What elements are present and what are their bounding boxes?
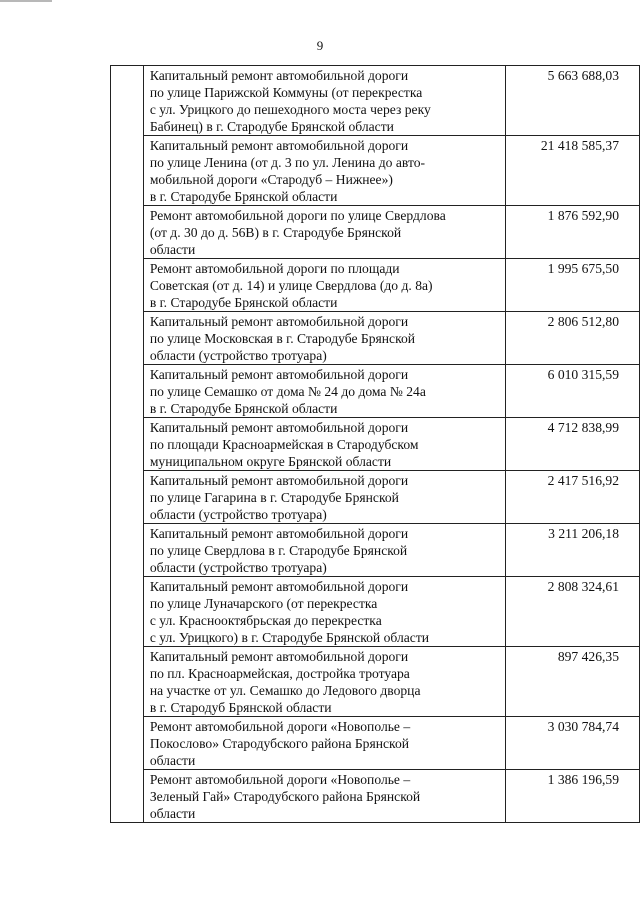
project-description-cell: Ремонт автомобильной дороги по улице Свердлова (от д. 30 до д. 56В) в г. Стародубе Брянской области (143, 206, 506, 259)
table-body (111, 66, 640, 823)
project-description-cell: Ремонт автомобильной дороги по площади Советская (от д. 14) и улице Свердлова (до д. 8а) в г. Стародубе Брянской области (143, 259, 506, 312)
project-description-cell: Ремонт автомобильной дороги «Новополье – Зеленый Гай» Стародубского района Брянской области (143, 770, 506, 823)
amount-cell: 2 806 512,80 (506, 312, 640, 365)
amount-cell: 3 211 206,18 (506, 524, 640, 577)
table-row (111, 312, 640, 365)
table-row (111, 647, 640, 717)
table-row (111, 418, 640, 471)
amount-cell: 5 663 688,03 (506, 66, 640, 136)
table-row (111, 577, 640, 647)
project-description-cell: Капитальный ремонт автомобильной дороги по улице Семашко от дома № 24 до дома № 24а в г. Стародубе Брянской области (143, 365, 506, 418)
road-repair-table (110, 65, 640, 823)
project-description-cell: Капитальный ремонт автомобильной дороги по улице Московская в г. Стародубе Брянской области (устройство тротуара) (143, 312, 506, 365)
table-row (111, 66, 640, 136)
table-row (111, 524, 640, 577)
project-description-cell: Капитальный ремонт автомобильной дороги по площади Красноармейская в Стародубском муниципальном округе Брянской области (143, 418, 506, 471)
amount-cell: 1 995 675,50 (506, 259, 640, 312)
table-row (111, 717, 640, 770)
page-number: 9 (316, 38, 324, 53)
amount-cell: 1 386 196,59 (506, 770, 640, 823)
project-description-cell: Капитальный ремонт автомобильной дороги по улице Свердлова в г. Стародубе Брянской области (устройство тротуара) (143, 524, 506, 577)
table-row (111, 770, 640, 823)
amount-cell: 4 712 838,99 (506, 418, 640, 471)
blank-first-column-cell (111, 66, 144, 823)
amount-cell: 6 010 315,59 (506, 365, 640, 418)
amount-cell: 897 426,35 (506, 647, 640, 717)
table-row (111, 365, 640, 418)
amount-cell: 21 418 585,37 (506, 136, 640, 206)
table-row (111, 471, 640, 524)
table-row (111, 136, 640, 206)
amount-cell: 1 876 592,90 (506, 206, 640, 259)
project-description-cell: Капитальный ремонт автомобильной дороги по улице Парижской Коммуны (от перекрестка с ул. Урицкого до пешеходного моста через реку Бабинец) в г. Стародубе Брянской области (143, 66, 506, 136)
project-description-cell: Ремонт автомобильной дороги «Новополье – Покослово» Стародубского района Брянской области (143, 717, 506, 770)
table-row (111, 259, 640, 312)
table-row (111, 206, 640, 259)
amount-cell: 2 808 324,61 (506, 577, 640, 647)
amount-cell: 3 030 784,74 (506, 717, 640, 770)
scan-edge-mark (0, 0, 52, 2)
project-description-cell: Капитальный ремонт автомобильной дороги по улице Луначарского (от перекрестка с ул. Краснооктябрьская до перекрестка с ул. Урицкого) в г. Стародубе Брянской области (143, 577, 506, 647)
project-description-cell: Капитальный ремонт автомобильной дороги по улице Гагарина в г. Стародубе Брянской области (устройство тротуара) (143, 471, 506, 524)
amount-cell: 2 417 516,92 (506, 471, 640, 524)
project-description-cell: Капитальный ремонт автомобильной дороги по улице Ленина (от д. 3 по ул. Ленина до авто- мобильной дороги «Стародуб – Нижнее») в г. Стародубе Брянской области (143, 136, 506, 206)
project-description-cell: Капитальный ремонт автомобильной дороги по пл. Красноармейская, достройка тротуара на участке от ул. Семашко до Ледового дворца в г. Стародуб Брянской области (143, 647, 506, 717)
